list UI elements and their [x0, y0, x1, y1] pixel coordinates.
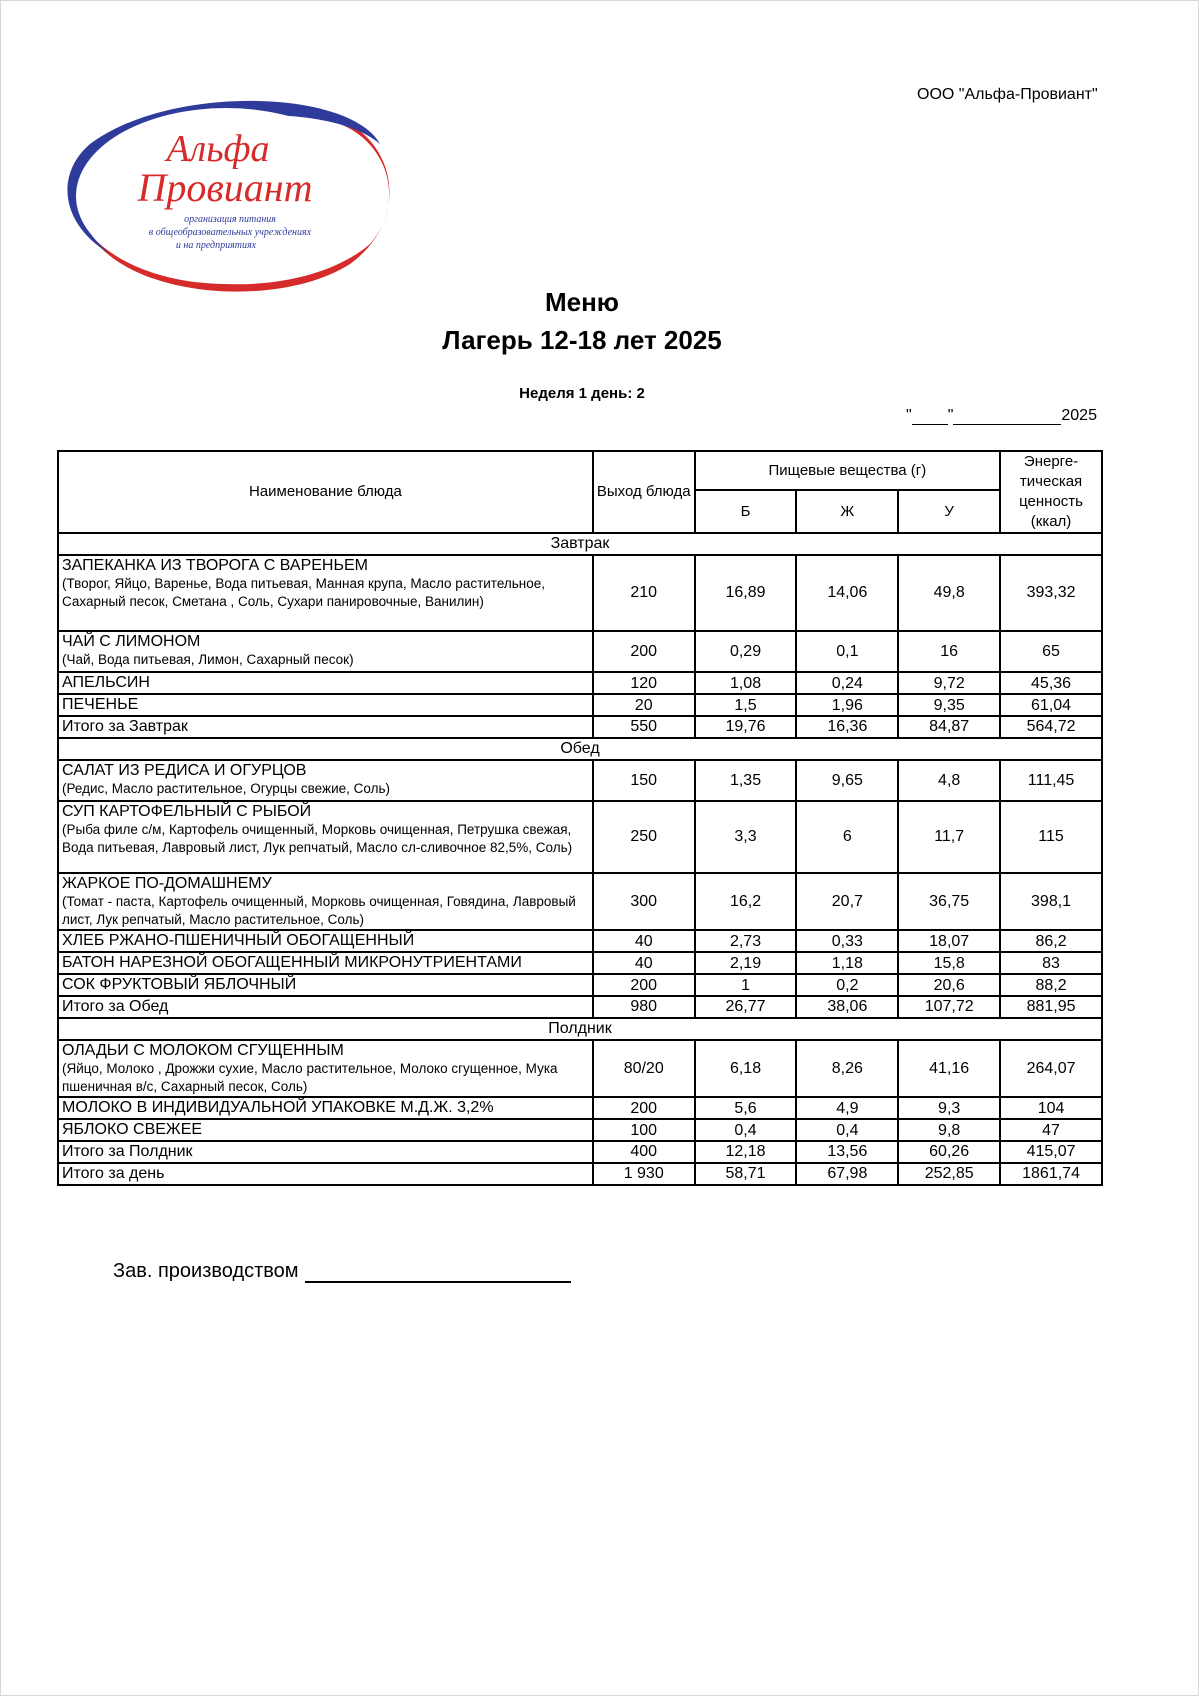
- dish-carbs: 11,7: [898, 801, 1000, 873]
- header-dish-name: Наименование блюда: [58, 451, 593, 533]
- dish-fat: 9,65: [796, 760, 898, 801]
- total-u: 107,72: [898, 996, 1000, 1018]
- dish-protein: 0,4: [695, 1119, 797, 1141]
- day-total-label: Итого за день: [58, 1163, 593, 1185]
- header-fat: Ж: [796, 490, 898, 533]
- dish-name: САЛАТ ИЗ РЕДИСА И ОГУРЦОВ: [62, 762, 307, 779]
- dish-name: ЖАРКОЕ ПО-ДОМАШНЕМУ: [62, 875, 272, 892]
- dish-carbs: 41,16: [898, 1040, 1000, 1097]
- dish-cell: [58, 930, 593, 952]
- table-row: [58, 760, 1102, 801]
- meal-title: Обед: [58, 738, 1102, 760]
- total-yield: 550: [593, 716, 695, 738]
- dish-name: МОЛОКО В ИНДИВИДУАЛЬНОЙ УПАКОВКЕ М.Д.Ж. 3,2%: [62, 1099, 494, 1116]
- dish-name: БАТОН НАРЕЗНОЙ ОБОГАЩЕННЫЙ МИКРОНУТРИЕНТАМИ: [62, 954, 522, 971]
- total-zh: 38,06: [796, 996, 898, 1018]
- dish-carbs: 49,8: [898, 555, 1000, 631]
- dish-energy: 264,07: [1000, 1040, 1102, 1097]
- dish-ingredients: (Томат - паста, Картофель очищенный, Морковь очищенная, Говядина, Лавровый лист, Лук репчатый, Масло растительное, Соль): [62, 894, 576, 927]
- dish-name: ЧАЙ С ЛИМОНОМ: [62, 633, 201, 650]
- total-kcal: 415,07: [1000, 1141, 1102, 1163]
- total-zh: 16,36: [796, 716, 898, 738]
- day-total-u: 252,85: [898, 1163, 1000, 1185]
- dish-name: ОЛАДЬИ С МОЛОКОМ СГУЩЕННЫМ: [62, 1042, 344, 1059]
- dish-name: ЗАПЕКАНКА ИЗ ТВОРОГА С ВАРЕНЬЕМ: [62, 557, 368, 574]
- header-protein: Б: [695, 490, 797, 533]
- dish-carbs: 15,8: [898, 952, 1000, 974]
- dish-name: АПЕЛЬСИН: [62, 674, 150, 691]
- header-nutrients: Пищевые вещества (г): [695, 451, 1000, 490]
- dish-protein: 2,73: [695, 930, 797, 952]
- day-total-zh: 67,98: [796, 1163, 898, 1185]
- dish-cell: [58, 952, 593, 974]
- dish-protein: 1: [695, 974, 797, 996]
- dish-cell: [58, 555, 593, 631]
- total-kcal: 564,72: [1000, 716, 1102, 738]
- table-row: [58, 974, 1102, 996]
- meal-title: Полдник: [58, 1018, 1102, 1040]
- meal-header-row: [58, 533, 1102, 555]
- dish-name: ПЕЧЕНЬЕ: [62, 696, 139, 713]
- table-row: [58, 1119, 1102, 1141]
- week-day: Неделя 1 день: 2: [519, 385, 645, 402]
- logo-sub2: в общеобразовательных учреждениях: [148, 227, 312, 238]
- total-b: 12,18: [695, 1141, 797, 1163]
- dish-name: ЯБЛОКО СВЕЖЕЕ: [62, 1121, 203, 1138]
- table-row: [58, 631, 1102, 672]
- dish-cell: [58, 801, 593, 873]
- dish-protein: 3,3: [695, 801, 797, 873]
- total-u: 60,26: [898, 1141, 1000, 1163]
- dish-energy: 111,45: [1000, 760, 1102, 801]
- dish-ingredients: (Рыба филе с/м, Картофель очищенный, Морковь очищенная, Петрушка свежая, Вода питьевая, Лавровый лист, Лук репчатый, Масло сл-сливочное 82,5%, Соль): [62, 822, 573, 855]
- dish-ingredients: (Чай, Вода питьевая, Лимон, Сахарный песок): [62, 652, 354, 667]
- date-line: " " 2025: [906, 407, 1097, 424]
- dish-fat: 0,33: [796, 930, 898, 952]
- meal-total-row: [58, 1141, 1102, 1163]
- table-row: [58, 952, 1102, 974]
- header-yield: Выход блюда: [593, 451, 695, 533]
- dish-ingredients: (Творог, Яйцо, Варенье, Вода питьевая, Манная крупа, Масло растительное, Сахарный песок, Сметана , Соль, Сухари панировочные, Ванилин): [62, 576, 546, 609]
- logo-sub1: организация питания: [184, 214, 276, 225]
- dish-carbs: 20,6: [898, 974, 1000, 996]
- dish-cell: [58, 1040, 593, 1097]
- table-row: [58, 1097, 1102, 1119]
- dish-cell: [58, 974, 593, 996]
- total-label: Итого за Обед: [58, 996, 593, 1018]
- dish-carbs: 9,3: [898, 1097, 1000, 1119]
- day-total-row: [58, 1163, 1102, 1185]
- dish-fat: 0,2: [796, 974, 898, 996]
- day-total-kcal: 1861,74: [1000, 1163, 1102, 1185]
- dish-protein: 16,89: [695, 555, 797, 631]
- total-yield: 400: [593, 1141, 695, 1163]
- dish-carbs: 4,8: [898, 760, 1000, 801]
- dish-yield: 150: [593, 760, 695, 801]
- logo-sub3: и на предприятиях: [175, 240, 257, 251]
- dish-energy: 393,32: [1000, 555, 1102, 631]
- dish-protein: 1,5: [695, 694, 797, 716]
- total-b: 26,77: [695, 996, 797, 1018]
- table-row: [58, 1040, 1102, 1097]
- page-subtitle: Лагерь 12-18 лет 2025: [442, 325, 722, 355]
- dish-name: СУП КАРТОФЕЛЬНЫЙ С РЫБОЙ: [62, 803, 312, 820]
- dish-ingredients: (Редис, Масло растительное, Огурцы свежие, Соль): [62, 781, 390, 796]
- dish-fat: 8,26: [796, 1040, 898, 1097]
- total-kcal: 881,95: [1000, 996, 1102, 1018]
- dish-energy: 45,36: [1000, 672, 1102, 694]
- dish-fat: 20,7: [796, 873, 898, 930]
- dish-protein: 16,2: [695, 873, 797, 930]
- dish-cell: [58, 760, 593, 801]
- table-row: [58, 555, 1102, 631]
- dish-cell: [58, 1097, 593, 1119]
- dish-carbs: 16: [898, 631, 1000, 672]
- dish-cell: [58, 694, 593, 716]
- dish-protein: 2,19: [695, 952, 797, 974]
- dish-yield: 200: [593, 631, 695, 672]
- dish-name: ХЛЕБ РЖАНО-ПШЕНИЧНЫЙ ОБОГАЩЕННЫЙ: [62, 932, 415, 949]
- dish-energy: 65: [1000, 631, 1102, 672]
- dish-cell: [58, 1119, 593, 1141]
- total-zh: 13,56: [796, 1141, 898, 1163]
- menu-table: [57, 450, 1103, 1186]
- dish-energy: 83: [1000, 952, 1102, 974]
- table-row: [58, 930, 1102, 952]
- dish-carbs: 9,8: [898, 1119, 1000, 1141]
- meal-title: Завтрак: [58, 533, 1102, 555]
- meal-total-row: [58, 996, 1102, 1018]
- dish-energy: 61,04: [1000, 694, 1102, 716]
- meal-header-row: [58, 1018, 1102, 1040]
- dish-yield: 210: [593, 555, 695, 631]
- dish-yield: 250: [593, 801, 695, 873]
- dish-energy: 104: [1000, 1097, 1102, 1119]
- dish-protein: 1,08: [695, 672, 797, 694]
- meal-header-row: [58, 738, 1102, 760]
- dish-yield: 300: [593, 873, 695, 930]
- dish-yield: 200: [593, 1097, 695, 1119]
- table-row: [58, 694, 1102, 716]
- logo-line2: Провиант: [137, 165, 313, 210]
- dish-ingredients: (Яйцо, Молоко , Дрожжи сухие, Масло растительное, Молоко сгущенное, Мука пшеничная в/с, Сахарный песок, Соль): [62, 1061, 558, 1094]
- dish-fat: 0,1: [796, 631, 898, 672]
- dish-fat: 6: [796, 801, 898, 873]
- dish-protein: 6,18: [695, 1040, 797, 1097]
- header-carbs: У: [898, 490, 1000, 533]
- dish-protein: 1,35: [695, 760, 797, 801]
- total-label: Итого за Полдник: [58, 1141, 593, 1163]
- header-energy: Энерге- тическая ценность (ккал): [1000, 451, 1102, 533]
- dish-cell: [58, 672, 593, 694]
- total-yield: 980: [593, 996, 695, 1018]
- total-b: 19,76: [695, 716, 797, 738]
- dish-energy: 398,1: [1000, 873, 1102, 930]
- page-title: Меню: [544, 287, 620, 317]
- dish-yield: 120: [593, 672, 695, 694]
- dish-fat: 4,9: [796, 1097, 898, 1119]
- day-total-yield: 1 930: [593, 1163, 695, 1185]
- dish-energy: 86,2: [1000, 930, 1102, 952]
- dish-carbs: 18,07: [898, 930, 1000, 952]
- dish-protein: 0,29: [695, 631, 797, 672]
- dish-energy: 47: [1000, 1119, 1102, 1141]
- table-row: [58, 873, 1102, 930]
- table-row: [58, 672, 1102, 694]
- dish-energy: 88,2: [1000, 974, 1102, 996]
- dish-yield: 80/20: [593, 1040, 695, 1097]
- dish-yield: 100: [593, 1119, 695, 1141]
- dish-name: СОК ФРУКТОВЫЙ ЯБЛОЧНЫЙ: [62, 976, 297, 993]
- dish-fat: 1,96: [796, 694, 898, 716]
- dish-yield: 40: [593, 952, 695, 974]
- dish-fat: 1,18: [796, 952, 898, 974]
- dish-energy: 115: [1000, 801, 1102, 873]
- total-label: Итого за Завтрак: [58, 716, 593, 738]
- dish-yield: 20: [593, 694, 695, 716]
- dish-cell: [58, 631, 593, 672]
- dish-fat: 0,4: [796, 1119, 898, 1141]
- dish-fat: 14,06: [796, 555, 898, 631]
- dish-fat: 0,24: [796, 672, 898, 694]
- dish-yield: 40: [593, 930, 695, 952]
- signature-line: Зав. производством: [113, 1260, 571, 1283]
- company-logo: [50, 84, 398, 296]
- logo-line1: Альфа: [166, 128, 270, 170]
- dish-protein: 5,6: [695, 1097, 797, 1119]
- table-row: [58, 801, 1102, 873]
- dish-carbs: 36,75: [898, 873, 1000, 930]
- total-u: 84,87: [898, 716, 1000, 738]
- day-total-b: 58,71: [695, 1163, 797, 1185]
- meal-total-row: [58, 716, 1102, 738]
- dish-yield: 200: [593, 974, 695, 996]
- company-name: ООО "Альфа-Провиант": [917, 86, 1098, 103]
- dish-carbs: 9,35: [898, 694, 1000, 716]
- dish-cell: [58, 873, 593, 930]
- dish-carbs: 9,72: [898, 672, 1000, 694]
